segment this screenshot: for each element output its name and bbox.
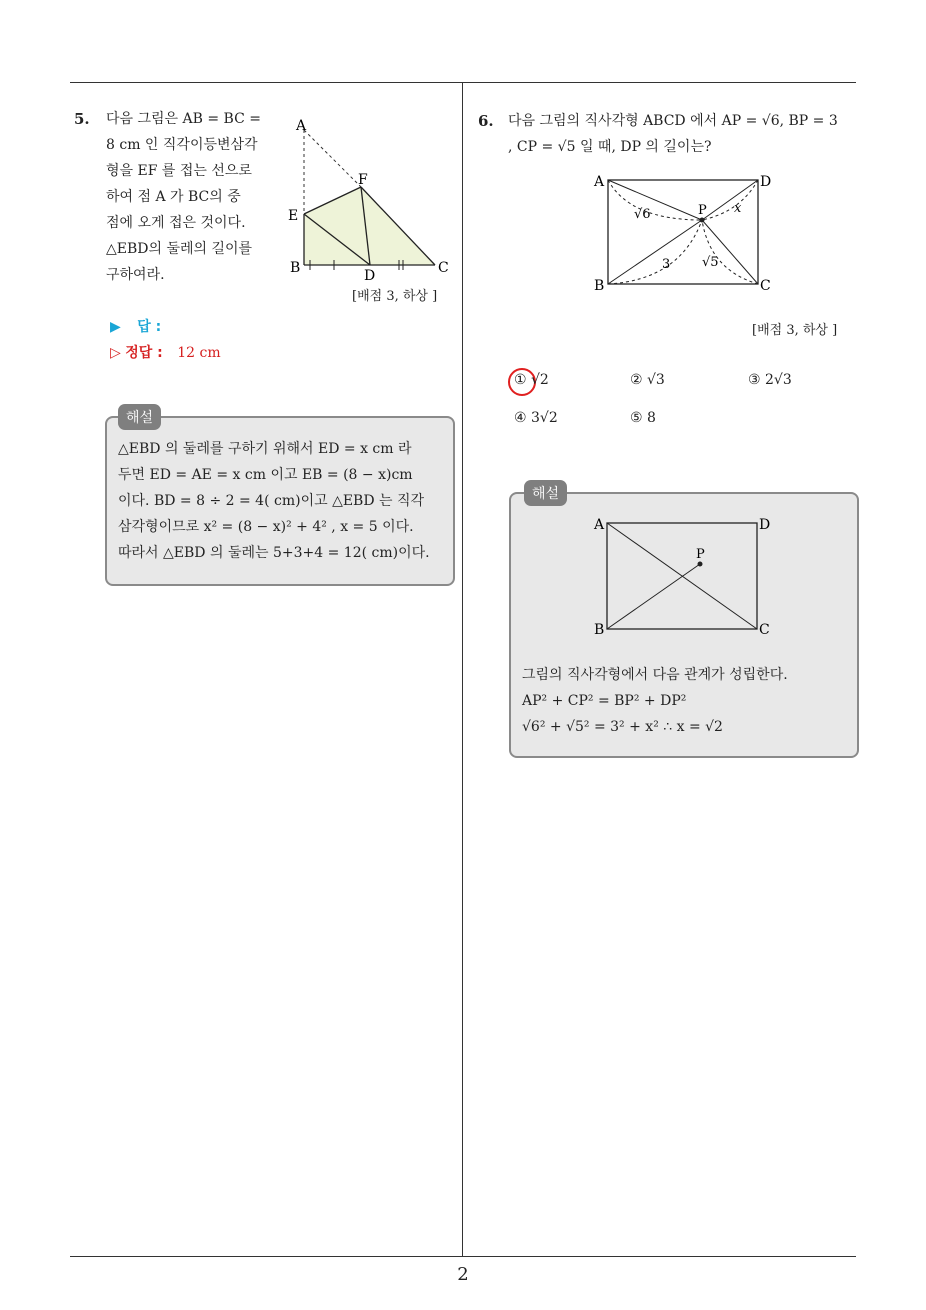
q6-label-ap: √6 [634,207,651,222]
q6-line-2: , CP = √5 일 때, DP 의 길이는? [508,139,712,155]
q6-line-1: 다음 그림의 직사각형 ABCD 에서 AP = √6, BP = 3 [508,113,838,129]
q5-line-2: 8 cm 인 직각이등변삼각 [106,137,258,153]
q6-explain-label-c: C [759,622,770,638]
q6-option-1[interactable]: ① √2 [514,372,549,388]
q6-label-bp: 3 [662,257,671,272]
q6-label-b: B [594,278,605,294]
q5-line-4: 하여 점 A 가 BC의 중 [106,189,241,205]
q5-label-e: E [288,208,299,224]
q6-explain-figure [590,514,780,640]
q6-explain-tag: 해설 [524,480,567,506]
q5-label-b: B [290,260,301,276]
q6-figure [590,170,780,296]
q5-number: 5. [74,110,90,128]
q5-line-6: △EBD의 둘레의 길이를 [106,241,253,257]
q6-label-dp: x [734,201,742,216]
q5-explain-line-4: 삼각형이므로 x² = (8 − x)² + 4² , x = 5 이다. [118,519,414,535]
bottom-rule [70,1256,856,1257]
q6-label-a: A [594,174,605,190]
q6-label-p: P [698,203,707,218]
q5-explain-text [118,436,444,566]
q6-explain-label-a: A [594,517,605,533]
q5-score: [배점 3, 하상 ] [352,289,438,304]
q5-explain-line-5: 따라서 △EBD 의 둘레는 5+3+4 = 12( cm)이다. [118,545,430,561]
q5-answer-row [110,316,161,336]
q5-explain-line-2: 두면 ED = AE = x cm 이고 EB = (8 − x)cm [118,467,413,483]
q5-label-a: A [296,118,307,134]
q6-label-c: C [760,278,771,294]
q6-explain-label-b: B [594,622,605,638]
q6-explain-text [522,662,848,740]
q6-explain-label-p: P [696,547,705,562]
play-outline-icon: ▷ [110,345,121,361]
q6-option-5[interactable]: ⑤ 8 [630,410,656,426]
q6-label-d: D [760,174,772,190]
q6-number: 6. [478,112,494,130]
q5-explain-line-3: 이다. BD = 8 ÷ 2 = 4( cm)이고 △EBD 는 직각 [118,493,425,509]
q6-explain-line-3: √6² + √5² = 3² + x² ∴ x = √2 [522,719,723,735]
q5-label-f: F [358,172,368,188]
q5-line-3: 형을 EF 를 접는 선으로 [106,163,252,179]
q5-correct-row [110,342,221,362]
q5-label-d: D [364,268,376,284]
q5-line-7: 구하여라. [106,267,165,283]
q6-explain-label-d: D [759,517,771,533]
q6-score: [배점 3, 하상 ] [752,323,838,338]
q5-line-1: 다음 그림은 AB = BC = [106,111,261,127]
q6-explain-line-2: AP² + CP² = BP² + DP² [522,693,687,709]
q5-figure [282,112,458,284]
q5-correct-value: 12 cm [177,345,221,361]
q5-text [106,106,261,288]
q5-explain-line-1: △EBD 의 둘레를 구하기 위해서 ED = x cm 라 [118,441,412,457]
q5-line-5: 점에 오게 접은 것이다. [106,215,246,231]
q6-option-4[interactable]: ④ 3√2 [514,410,558,426]
page-number: 2 [457,1264,469,1285]
q6-label-cp: √5 [702,255,719,270]
top-rule [70,82,856,83]
column-divider [462,82,463,1257]
q6-option-3[interactable]: ③ 2√3 [748,372,792,388]
play-icon: ▶ [110,319,121,335]
q5-label-c: C [438,260,449,276]
q5-explain-tag: 해설 [118,404,161,430]
q6-option-2[interactable]: ② √3 [630,372,665,388]
q6-explain-line-1: 그림의 직사각형에서 다음 관계가 성립한다. [522,667,788,683]
q5-answer-label: 답 : [137,319,162,335]
q5-correct-label: 정답 : [125,345,163,361]
